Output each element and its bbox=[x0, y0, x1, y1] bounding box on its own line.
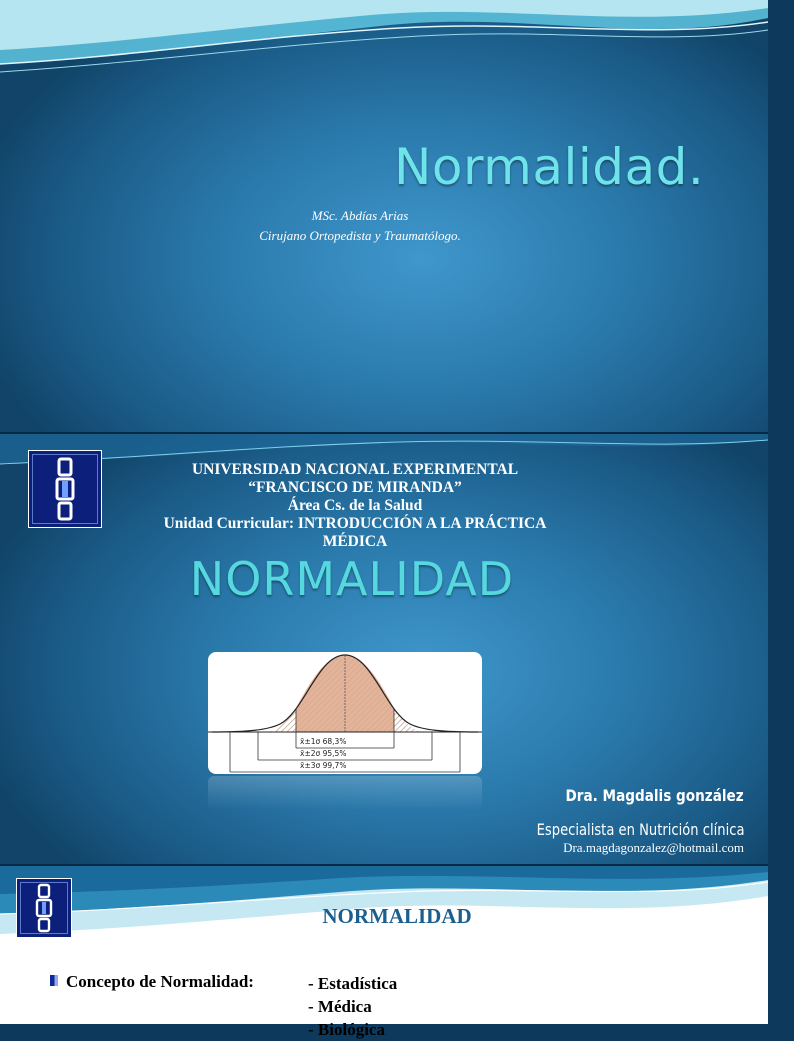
presenter-info bbox=[230, 206, 490, 246]
normal-curve-figure bbox=[208, 652, 482, 774]
university-name: UNIVERSIDAD NACIONAL EXPERIMENTAL bbox=[191, 461, 519, 478]
concept-item: - Estadística bbox=[308, 974, 398, 993]
author-name: Dra. Magdalis gonzález bbox=[565, 786, 744, 805]
slide-2 bbox=[0, 434, 768, 864]
author-specialty: Especialista en Nutrición clínica bbox=[536, 820, 744, 839]
curve-label-3sigma: x̄±3σ 99,7% bbox=[300, 761, 347, 770]
presenter-name: MSc. Abdías Arias bbox=[311, 208, 409, 223]
concept-bullet bbox=[50, 972, 254, 992]
curve-label-2sigma: x̄±2σ 95,5% bbox=[300, 749, 347, 758]
area-name: Área Cs. de la Salud bbox=[287, 497, 423, 514]
tail-left bbox=[268, 708, 296, 732]
chain-link-icon bbox=[29, 451, 101, 527]
slide-title: NORMALIDAD bbox=[189, 552, 515, 606]
course-name: Unidad Curricular: INTRODUCCIÓN A LA PRÁCTICA bbox=[163, 515, 547, 532]
presenter-role: Cirujano Ortopedista y Traumatólogo. bbox=[259, 228, 461, 243]
author-email: Dra.magdagonzalez@hotmail.com bbox=[563, 840, 744, 855]
tail-right bbox=[394, 708, 422, 732]
concept-items bbox=[308, 972, 397, 1041]
university-header bbox=[130, 461, 580, 551]
figure-reflection bbox=[208, 776, 482, 810]
course-name-cont: MÉDICA bbox=[322, 533, 388, 550]
slide-1 bbox=[0, 0, 768, 432]
concept-item: - Biológica bbox=[308, 1020, 385, 1039]
concept-label: Concepto de Normalidad: bbox=[66, 972, 254, 991]
curve-label-1sigma: x̄±1σ 68,3% bbox=[300, 737, 347, 746]
university-subname: “FRANCISCO DE MIRANDA” bbox=[248, 479, 462, 496]
slide-title: NORMALIDAD bbox=[322, 904, 472, 928]
concept-item: - Médica bbox=[308, 997, 372, 1016]
slide-3 bbox=[0, 866, 768, 1039]
university-logo bbox=[28, 450, 102, 528]
bullet-square-icon bbox=[50, 975, 58, 986]
slide-title: Normalidad. bbox=[394, 138, 705, 196]
wave-decoration bbox=[0, 0, 768, 80]
